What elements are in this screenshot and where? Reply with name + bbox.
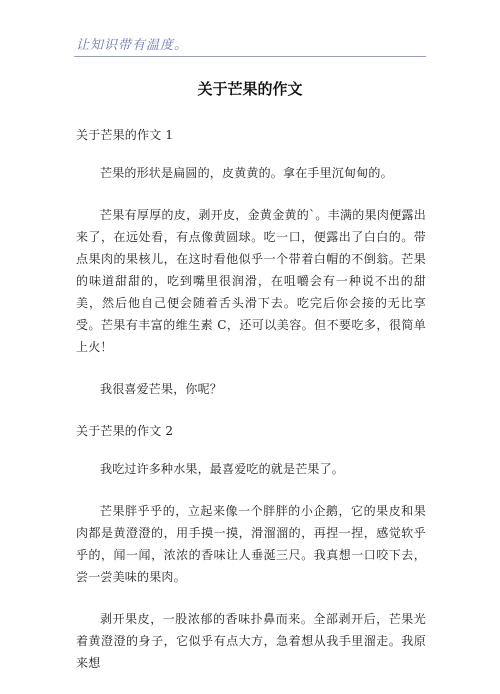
essay-1-heading: 关于芒果的作文 1 bbox=[76, 128, 174, 142]
essay-1-paragraph-1: 芒果的形状是扁圆的，皮黄黄的。拿在手里沉甸甸的。 bbox=[100, 166, 393, 180]
header-slogan: 让知识带有温度。 bbox=[76, 38, 189, 53]
essay-1-paragraph-2: 芒果有厚厚的皮，剥开皮，金黄金黄的`。丰满的果肉便露出来了，在远处看，有点像黄圆球。吃一口，便露出了白白的。带点果肉的果核儿，在这时看他似乎一个带着白帽的不倒翁。芒果的味道甜甜的，吃到嘴里很润滑，在咀嚼会有一种说不出的甜美，然后他自己便会随着舌头滑下去。吃完后你会接的无比享受。芒果有丰富的维生素 C，还可以美容。但不要吃多，很简单上火！ bbox=[76, 208, 426, 354]
essay-2-paragraph-2: 芒果胖乎乎的，立起来像一个胖胖的小企鹅，它的果皮和果肉都是黄澄澄的，用手摸一摸，滑溜溜的，再捏一捏，感觉软乎乎的，闻一闻，浓浓的香味让人垂涎三尺。我真想一口咬下去，尝一尝美味的果肉。 bbox=[76, 504, 426, 584]
document-title: 关于芒果的作文 bbox=[197, 80, 303, 98]
essay-2-paragraph-1: 我吃过许多种水果，最喜爱吃的就是芒果了。 bbox=[100, 462, 345, 476]
document-body bbox=[76, 124, 426, 694]
essay-2-paragraph-3: 剥开果皮，一股浓郁的香味扑鼻而来。全部剥开后，芒果光着黄澄澄的身子，它似乎有点大方，急着想从我手里溜走。我原来想 bbox=[76, 612, 426, 670]
header-divider bbox=[74, 56, 426, 57]
essay-2-heading: 关于芒果的作文 2 bbox=[76, 424, 174, 438]
essay-1-paragraph-3: 我很喜爱芒果，你呢？ bbox=[100, 382, 223, 396]
